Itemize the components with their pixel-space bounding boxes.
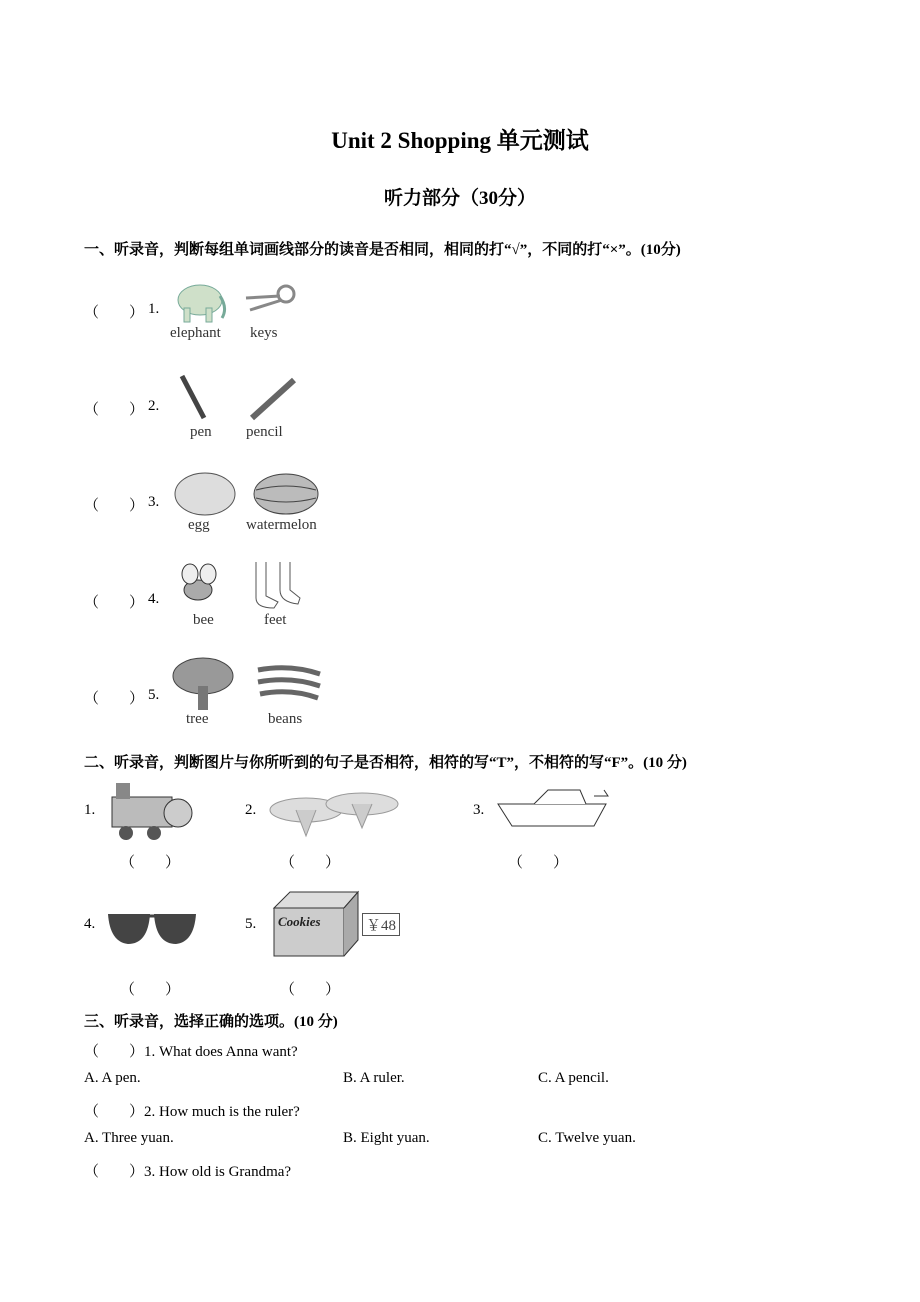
- word-label: feet: [264, 612, 287, 628]
- word-label: watermelon: [246, 517, 317, 533]
- word-label: elephant: [170, 325, 221, 341]
- answer-paren[interactable]: （ ）: [84, 498, 145, 514]
- answer-paren[interactable]: （ ）: [84, 402, 145, 418]
- feet-icon: [248, 560, 304, 614]
- beans-icon: [254, 660, 324, 710]
- item-number: 3.: [473, 802, 485, 818]
- answer-paren[interactable]: （ ）: [120, 982, 181, 998]
- question: （ ）3. How old is Grandma?: [84, 1164, 292, 1180]
- word-label: egg: [188, 517, 210, 533]
- word-label: tree: [186, 711, 209, 727]
- section2-heading: 二、听录音，判断图片与你所听到的句子是否相符，相符的写“T”，不相符的写“F”。(10 分): [84, 755, 687, 771]
- item-number: 1.: [148, 301, 160, 317]
- answer-paren[interactable]: （ ）: [84, 305, 145, 321]
- item-number: 3.: [148, 494, 160, 510]
- keys-icon: [242, 280, 298, 320]
- pen-icon: [176, 372, 212, 424]
- sunglasses-icon: [104, 906, 200, 952]
- question: （ ）2. How much is the ruler?: [84, 1104, 300, 1120]
- item-number: 1.: [84, 802, 96, 818]
- option: B. A ruler.: [343, 1070, 405, 1086]
- plane-icon: [266, 780, 402, 842]
- answer-paren[interactable]: （ ）: [84, 595, 145, 611]
- elephant-icon: [168, 278, 228, 326]
- answer-paren[interactable]: （ ）: [84, 691, 145, 707]
- word-label: pencil: [246, 424, 283, 440]
- word-label: bee: [193, 612, 214, 628]
- item-number: 5.: [148, 687, 160, 703]
- section3-heading: 三、听录音，选择正确的选项。(10 分): [84, 1014, 338, 1030]
- boat-icon: [494, 782, 614, 830]
- option: A. Three yuan.: [84, 1130, 174, 1146]
- price-tag: ￥48: [362, 913, 400, 936]
- option: B. Eight yuan.: [343, 1130, 430, 1146]
- egg-icon: [172, 470, 238, 518]
- word-label: beans: [268, 711, 303, 727]
- tree-icon: [170, 656, 236, 712]
- word-label: pen: [190, 424, 212, 440]
- page-title: Unit 2 Shopping 单元测试: [331, 128, 589, 153]
- answer-paren[interactable]: （ ）: [508, 855, 569, 871]
- page-subtitle: 听力部分（30分）: [383, 188, 536, 209]
- train-icon: [106, 777, 198, 843]
- question: （ ）1. What does Anna want?: [84, 1044, 298, 1060]
- box-text: Cookies: [278, 914, 321, 929]
- answer-paren[interactable]: （ ）: [280, 855, 341, 871]
- option: A. A pen.: [84, 1070, 141, 1086]
- answer-paren[interactable]: （ ）: [280, 982, 341, 998]
- bee-icon: [170, 560, 228, 614]
- item-number: 2.: [245, 802, 257, 818]
- answer-paren[interactable]: （ ）: [120, 855, 181, 871]
- item-number: 4.: [84, 916, 96, 932]
- watermelon-icon: [252, 470, 320, 518]
- item-number: 5.: [245, 916, 257, 932]
- cookies-box-icon: [268, 888, 364, 960]
- item-number: 4.: [148, 591, 160, 607]
- pencil-icon: [244, 376, 300, 422]
- item-number: 2.: [148, 398, 160, 414]
- option: C. Twelve yuan.: [538, 1130, 636, 1146]
- word-label: keys: [250, 325, 278, 341]
- section1-heading: 一、听录音，判断每组单词画线部分的读音是否相同，相同的打“√”，不同的打“×”。(10分): [84, 242, 681, 258]
- option: C. A pencil.: [538, 1070, 609, 1086]
